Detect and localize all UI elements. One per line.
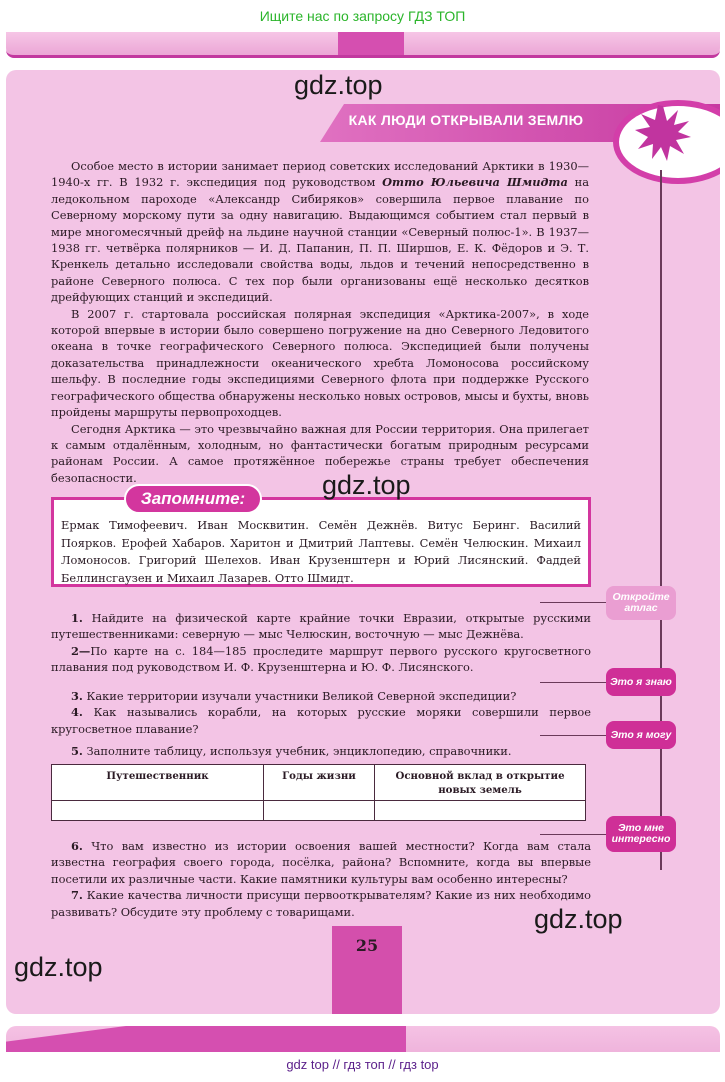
tag-i-know: Это я знаю	[606, 668, 676, 696]
task-1-text: Найдите на физической карте крайние точки Евразии, открытые русскими путешественниками: северную — мыс Челюскин, восточную — мыс Дежнёва.	[51, 611, 591, 642]
watermark: gdz.top	[534, 904, 623, 934]
side-rule	[660, 170, 662, 870]
previous-page-border	[6, 50, 720, 58]
task-2-number: 2—	[71, 643, 91, 658]
paragraph-2: В 2007 г. стартовала российская полярная экспедиция «Арктика-2007», в ходе которой впервые в истории было совершено погружение на дно Северного Ледовитого океана в точке географического Северного полюса. Экспедицией были получены доказательства принадлежности океанического хребта Ломоносова российскому шельфу. В последние годы экспедициями Северного флота при поддержке Русского географического общества обнаружены несколько новых островов, мысы и бухты, вновь пройдены маршруты первопроходцев.	[51, 306, 589, 420]
table-cell[interactable]	[264, 801, 375, 821]
previous-page-edge	[6, 32, 720, 58]
connector-know	[540, 682, 606, 683]
table-header-row	[52, 765, 586, 801]
next-page-tab	[6, 1026, 406, 1052]
task-1	[51, 610, 591, 643]
star-icon	[634, 104, 692, 162]
watermark: gdz.top	[14, 952, 103, 982]
task-7	[51, 887, 591, 920]
task-1-number: 1.	[71, 611, 83, 625]
remember-label: Запомните:	[124, 484, 262, 514]
table-header: Основной вклад в открытие новых земель	[375, 765, 586, 801]
table-cell[interactable]	[375, 801, 586, 821]
task-6-text: Что вам известно из истории освоения вашей местности? Когда вам стала известна география своего города, посёлка, района? Вспомните, когда вы впервые посетили их различные части. Какие памятники культуры вам особенно интересны?	[51, 839, 591, 886]
table-header: Путешественник	[52, 765, 264, 801]
tasks-block-3	[51, 743, 591, 759]
remember-text: Ермак Тимофеевич. Иван Москвитин. Семён Дежнёв. Витус Беринг. Василий Поярков. Ерофей Хабаров. Харитон и Дмитрий Лаптевы. Семён Челюскин. Михаил Ломоносов. Григорий Шелехов. Иван Крузенштерн и Юрий Лисянский. Фаддей Беллинсгаузен и Михаил Лазарев. Отто Шмидт.	[61, 518, 581, 585]
watermark: gdz.top	[322, 470, 411, 500]
paragraph-1	[51, 158, 589, 306]
connector-interest	[540, 834, 606, 835]
main-text	[51, 158, 589, 486]
tag-i-can: Это я могу	[606, 721, 676, 749]
tag-interesting: Это мне интересно	[606, 816, 676, 852]
fill-in-table	[51, 764, 586, 821]
tag-open-atlas: Откройте атлас	[606, 586, 676, 620]
task-4-number: 4.	[71, 705, 83, 720]
task-2	[51, 643, 591, 676]
tasks-block-1	[51, 610, 591, 676]
tasks-block-2	[51, 688, 591, 737]
task-4	[51, 704, 591, 737]
p1-part-a: Особое место в истории занимает период советских исследований Арктики в 1930—1940-х гг. В 1932 г. экспедиция под руководством	[51, 159, 589, 190]
task-5-text: Заполните таблицу, используя учебник, энциклопедию, справочники.	[82, 744, 512, 758]
task-4-text: Как назывались корабли, на которых русские моряки совершили первое кругосветное плавание?	[51, 705, 591, 736]
table-row	[52, 801, 586, 821]
task-5	[51, 743, 591, 759]
task-5-number: 5.	[71, 744, 83, 758]
top-banner[interactable]: Ищите нас по запросу ГДЗ ТОП	[0, 0, 725, 32]
task-3-number: 3.	[71, 689, 83, 703]
p1-part-b: на ледокольном пароходе «Александр Сибиряков» совершила первое плавание по Северному морскому пути за одну навигацию. Выдающимся событием стал первый в мире многомесячный дрейф на льдине научной станции «Северный полюс-1». В 1937—1938 гг. четвёрка полярников — И. Д. Папанин, П. П. Ширшов, Е. К. Фёдоров и Э. Т. Кренкель детально исследовали свойства воды, льдов и течений непосредственно в районе Северного полюса. С тех пор были организованы ещё несколько десятков дрейфующих станций и экспедиций.	[51, 175, 589, 305]
watermark: gdz.top	[294, 70, 383, 100]
task-2-text: По карте на с. 184—185 проследите маршрут первого русского кругосветного плавания под руководством И. Ф. Крузенштерна и Ю. Ф. Лисянского.	[51, 643, 591, 675]
task-3-text: Какие территории изучали участники Великой Северной экспедиции?	[82, 689, 517, 703]
task-6	[51, 838, 591, 887]
textbook-page	[6, 70, 720, 1014]
paragraph-3: Сегодня Арктика — это чрезвычайно важная для России территория. Она прилегает к самым отдалённым, холодным, но фантастически богатым природным ресурсами районам России. А самое протяжённое побережье страны требует обеспечения безопасности.	[51, 421, 589, 485]
task-7-text: Какие качества личности присущи первооткрывателям? Какие из них необходимо развивать? Обсудите эту проблему с товарищами.	[51, 888, 591, 919]
bottom-banner[interactable]: gdz top // гдз топ // гдз top	[286, 1057, 439, 1072]
p1-name: Отто Юльевича Шмидта	[382, 175, 568, 190]
task-3	[51, 688, 591, 704]
table-cell[interactable]	[52, 801, 264, 821]
connector-atlas	[540, 602, 606, 603]
task-6-number: 6.	[71, 839, 83, 853]
table-header: Годы жизни	[264, 765, 375, 801]
chapter-title: КАК ЛЮДИ ОТКРЫВАЛИ ЗЕМЛЮ	[348, 112, 584, 128]
next-page-edge	[6, 1026, 720, 1052]
task-7-number: 7.	[71, 888, 83, 903]
tasks-block-4	[51, 838, 591, 920]
page-number: 25	[355, 936, 379, 955]
